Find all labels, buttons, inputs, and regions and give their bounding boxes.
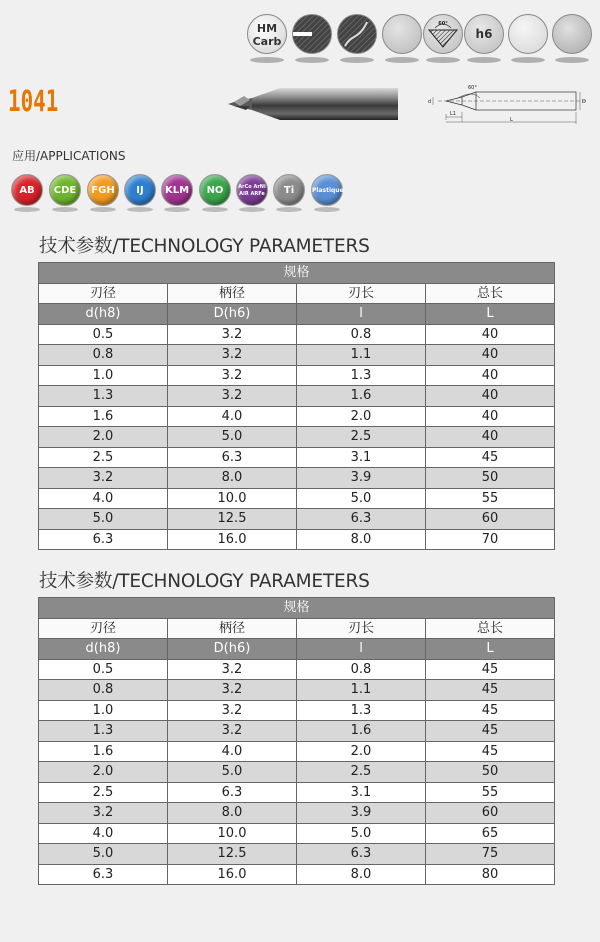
table-cell: 8.0 — [168, 803, 297, 824]
table-cell: 60 — [426, 509, 555, 530]
table-cell: 45 — [426, 721, 555, 742]
table-cell: 3.2 — [168, 345, 297, 366]
table-cell: 3.2 — [39, 803, 168, 824]
table-cell: 3.2 — [39, 468, 168, 489]
table-cell: 40 — [426, 324, 555, 345]
column-header: 柄径 — [168, 618, 297, 639]
parameters-table — [38, 597, 555, 885]
table-cell: 2.5 — [39, 447, 168, 468]
table-row — [39, 741, 555, 762]
table-cell: 1.3 — [39, 386, 168, 407]
table-cell: 80 — [426, 864, 555, 885]
application-badge-cde — [49, 174, 81, 206]
table-cell: 1.0 — [39, 700, 168, 721]
section-title: 技术参数/TECHNOLOGY PARAMETERS — [39, 571, 370, 592]
table-cell: 40 — [426, 406, 555, 427]
column-subheader: L — [426, 304, 555, 325]
column-subheader: D(h6) — [168, 304, 297, 325]
table-cell: 1.0 — [39, 365, 168, 386]
icon-shadow — [340, 57, 374, 63]
table-cell: 65 — [426, 823, 555, 844]
badge-label: AB — [19, 185, 35, 196]
table-row — [39, 509, 555, 530]
icon-shadow — [426, 57, 460, 63]
table-cell: 45 — [426, 700, 555, 721]
badge-shadow — [202, 207, 228, 212]
table-row — [39, 844, 555, 865]
application-badge-fgh — [87, 174, 119, 206]
spec-header: 规格 — [39, 263, 555, 284]
table-row — [39, 782, 555, 803]
table-cell: 5.0 — [297, 823, 426, 844]
table-row — [39, 721, 555, 742]
table-cell: 1.1 — [297, 680, 426, 701]
table-cell: 3.2 — [168, 324, 297, 345]
table-cell: 45 — [426, 741, 555, 762]
column-header: 柄径 — [168, 283, 297, 304]
table-cell: 1.3 — [297, 365, 426, 386]
column-subheader: d(h8) — [39, 304, 168, 325]
badge-shadow — [14, 207, 40, 212]
table-cell: 10.0 — [168, 823, 297, 844]
application-badge-ab — [11, 174, 43, 206]
table-row — [39, 447, 555, 468]
table-cell: 1.6 — [39, 741, 168, 762]
table-cell: 2.5 — [297, 762, 426, 783]
table-cell: 6.3 — [297, 509, 426, 530]
table-cell: 1.3 — [39, 721, 168, 742]
drawing-d-small-label: d — [428, 99, 432, 105]
table-cell: 6.3 — [297, 844, 426, 865]
badge-shadow — [52, 207, 78, 212]
table-cell: 55 — [426, 782, 555, 803]
section-title: 技术参数/TECHNOLOGY PARAMETERS — [39, 236, 370, 257]
badge-shadow — [164, 207, 190, 212]
badge-label: KLM — [164, 185, 190, 196]
table-cell: 5.0 — [168, 427, 297, 448]
badge-shadow — [276, 207, 302, 212]
badge-label: AIR ARFe — [239, 191, 265, 197]
table-cell: 8.0 — [168, 468, 297, 489]
table-row — [39, 386, 555, 407]
badge-label: ArCo ArNi — [238, 184, 266, 190]
table-row — [39, 680, 555, 701]
badge-shadow — [239, 207, 265, 212]
table-header-row — [39, 283, 555, 304]
table-cell: 45 — [426, 680, 555, 701]
hm-label: HM — [256, 22, 278, 35]
table-cell: 5.0 — [39, 844, 168, 865]
column-header: 刃径 — [39, 618, 168, 639]
h6-tolerance-icon — [464, 14, 504, 54]
point-angle-60-icon — [423, 14, 463, 54]
table-cell: 3.1 — [297, 447, 426, 468]
badge-label: FGH — [91, 185, 115, 196]
drawing-angle-label: 60° — [468, 85, 477, 91]
table-cell: 12.5 — [168, 844, 297, 865]
badge-label: CDE — [53, 185, 77, 196]
table-cell: 45 — [426, 447, 555, 468]
table-cell: 0.8 — [297, 324, 426, 345]
table-cell: 1.6 — [297, 386, 426, 407]
plain-circle-icon — [382, 14, 422, 54]
table-cell: 12.5 — [168, 509, 297, 530]
table-row — [39, 823, 555, 844]
table-cell: 5.0 — [168, 762, 297, 783]
table-cell: 2.0 — [297, 406, 426, 427]
column-subheader: L — [426, 639, 555, 660]
applications-label: 应用/APPLICATIONS — [12, 149, 126, 163]
table-cell: 3.2 — [168, 680, 297, 701]
table-cell: 4.0 — [168, 741, 297, 762]
application-badge-klm — [161, 174, 193, 206]
table-header-row — [39, 618, 555, 639]
table-cell: 50 — [426, 468, 555, 489]
badge-label: Ti — [283, 185, 295, 196]
table-row — [39, 659, 555, 680]
table-cell: 2.5 — [39, 782, 168, 803]
table-cell: 5.0 — [39, 509, 168, 530]
badge-label: IJ — [136, 185, 144, 196]
badge-label: Plastique — [312, 187, 344, 194]
table-row — [39, 468, 555, 489]
table-cell: 16.0 — [168, 864, 297, 885]
table-cell: 3.1 — [297, 782, 426, 803]
table-cell: 5.0 — [297, 488, 426, 509]
table-cell: 2.0 — [39, 762, 168, 783]
angle-label: 60° — [438, 21, 448, 27]
column-header: 总长 — [426, 618, 555, 639]
table-cell: 60 — [426, 803, 555, 824]
table-cell: 40 — [426, 365, 555, 386]
tool-photo — [220, 84, 400, 124]
table-cell: 3.9 — [297, 468, 426, 489]
table-cell: 1.6 — [297, 721, 426, 742]
table-cell: 45 — [426, 659, 555, 680]
table-cell: 0.8 — [297, 659, 426, 680]
badge-label: NO — [206, 185, 224, 196]
table-cell: 6.3 — [39, 864, 168, 885]
icon-shadow — [250, 57, 284, 63]
table-cell: 2.0 — [39, 427, 168, 448]
table-cell: 3.2 — [168, 659, 297, 680]
icon-shadow — [385, 57, 419, 63]
table-cell: 3.2 — [168, 721, 297, 742]
table-cell: 40 — [426, 386, 555, 407]
column-subheader: D(h6) — [168, 639, 297, 660]
table-row — [39, 406, 555, 427]
table-cell: 10.0 — [168, 488, 297, 509]
table-cell: 4.0 — [39, 488, 168, 509]
application-badge-no — [199, 174, 231, 206]
badge-shadow — [314, 207, 340, 212]
table-cell: 6.3 — [39, 529, 168, 550]
table-row — [39, 488, 555, 509]
table-cell: 1.6 — [39, 406, 168, 427]
drawing-l1-label: L1 — [450, 111, 456, 117]
table-cell: 2.5 — [297, 427, 426, 448]
table-cell: 4.0 — [168, 406, 297, 427]
table-row — [39, 864, 555, 885]
table-cell: 8.0 — [297, 864, 426, 885]
column-header: 总长 — [426, 283, 555, 304]
table-cell: 70 — [426, 529, 555, 550]
table-cell: 4.0 — [39, 823, 168, 844]
helix-flute-icon — [337, 14, 377, 54]
table-cell: 0.5 — [39, 324, 168, 345]
drawing-d-label: D — [582, 99, 586, 105]
table-cell: 2.0 — [297, 741, 426, 762]
column-header: 刃径 — [39, 283, 168, 304]
table-cell: 50 — [426, 762, 555, 783]
table-row — [39, 324, 555, 345]
table-cell: 0.8 — [39, 345, 168, 366]
table-row — [39, 700, 555, 721]
table-row — [39, 365, 555, 386]
badge-shadow — [127, 207, 153, 212]
icon-shadow — [555, 57, 589, 63]
application-badge-ij — [124, 174, 156, 206]
table-cell: 40 — [426, 345, 555, 366]
plain-circle-grey-icon — [552, 14, 592, 54]
spec-header: 规格 — [39, 598, 555, 619]
table-cell: 75 — [426, 844, 555, 865]
table-cell: 55 — [426, 488, 555, 509]
badge-shadow — [90, 207, 116, 212]
table-cell: 3.9 — [297, 803, 426, 824]
table-cell: 0.8 — [39, 680, 168, 701]
table-subheader-row — [39, 304, 555, 325]
column-subheader: l — [297, 639, 426, 660]
hm-carb-icon — [247, 14, 287, 54]
table-cell: 3.2 — [168, 365, 297, 386]
table-row — [39, 762, 555, 783]
table-cell: 6.3 — [168, 782, 297, 803]
product-code: 1041 — [8, 84, 59, 118]
table-cell: 1.3 — [297, 700, 426, 721]
parameters-table — [38, 262, 555, 550]
carb-label: Carb — [252, 35, 282, 48]
table-cell: 16.0 — [168, 529, 297, 550]
table-row — [39, 803, 555, 824]
icon-shadow — [511, 57, 545, 63]
table-cell: 0.5 — [39, 659, 168, 680]
table-spec-row — [39, 598, 555, 619]
application-badge-ti — [273, 174, 305, 206]
icon-shadow — [295, 57, 329, 63]
application-badge-plastique — [311, 174, 343, 206]
table-row — [39, 345, 555, 366]
column-header: 刃长 — [297, 618, 426, 639]
table-cell: 1.1 — [297, 345, 426, 366]
technical-drawing — [428, 82, 598, 128]
table-cell: 8.0 — [297, 529, 426, 550]
plain-circle-light-icon — [508, 14, 548, 54]
table-row — [39, 529, 555, 550]
application-badge-arco — [236, 174, 268, 206]
column-subheader: l — [297, 304, 426, 325]
column-subheader: d(h8) — [39, 639, 168, 660]
drawing-l-label: L — [510, 117, 513, 123]
table-cell: 3.2 — [168, 386, 297, 407]
table-spec-row — [39, 263, 555, 284]
icon-shadow — [467, 57, 501, 63]
table-subheader-row — [39, 639, 555, 660]
table-cell: 6.3 — [168, 447, 297, 468]
h6-label: h6 — [475, 27, 493, 41]
column-header: 刃长 — [297, 283, 426, 304]
straight-flute-icon — [292, 14, 332, 54]
table-cell: 40 — [426, 427, 555, 448]
table-cell: 3.2 — [168, 700, 297, 721]
table-row — [39, 427, 555, 448]
